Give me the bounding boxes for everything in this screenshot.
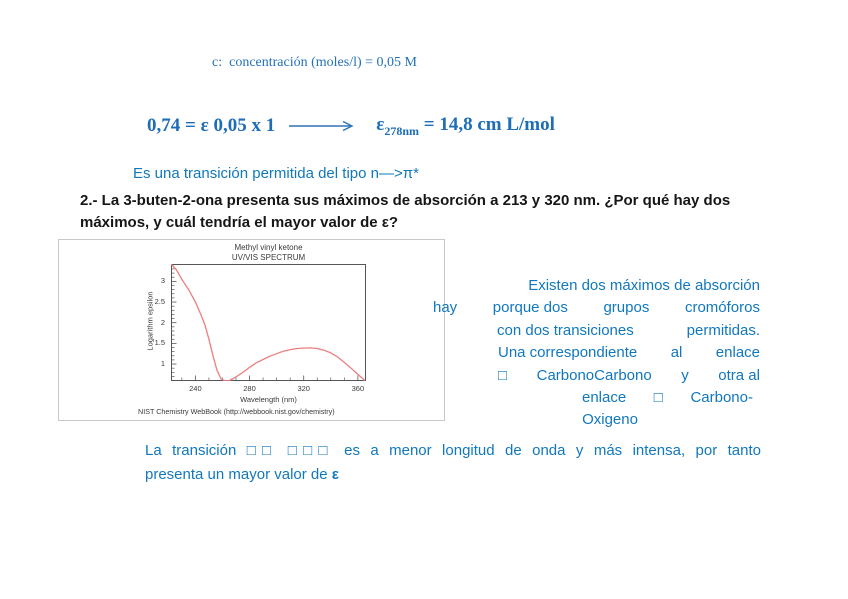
formula-epsilon: ε — [376, 114, 385, 135]
formula-left: 0,74 = ε 0,05 x 1 — [147, 115, 276, 137]
answer-word-group: hay — [433, 299, 458, 317]
x-tick-label: 360 — [351, 384, 365, 393]
formula-row — [147, 114, 555, 139]
figure-subtitle: UV/VIS SPECTRUM — [231, 253, 306, 262]
answer-word-group: enlace — [582, 388, 627, 406]
answer-word-group: CarbonoCarbono — [536, 366, 652, 384]
answer-word-group: enlace — [715, 344, 760, 362]
answer-word-group: grupos — [603, 299, 650, 317]
formula-subscript: 278nm — [384, 123, 419, 138]
spectrum-figure — [58, 239, 445, 421]
answer-word-group: con dos transiciones — [497, 321, 634, 339]
y-tick-label: 3 — [160, 276, 165, 286]
formula-result — [376, 114, 555, 139]
answer-word-group: Una correspondiente — [498, 344, 638, 362]
question-2 — [80, 190, 780, 234]
y-tick-label: 2.5 — [154, 297, 165, 307]
conclusion-line-2-text: presenta un mayor valor de — [145, 465, 332, 483]
answer-line: Oxigeno — [582, 411, 638, 429]
spectrum-plot — [171, 264, 366, 381]
y-tick-label: 1.5 — [154, 338, 165, 348]
x-tick-label: 320 — [297, 384, 310, 393]
answer-line: Existen dos máximos de absorción — [528, 277, 760, 294]
formula-result-rest: = 14,8 cm L/mol — [419, 114, 555, 135]
missing-glyph-box: □ — [498, 366, 508, 384]
answer-word-group: y — [681, 366, 689, 384]
concentration-line: c: concentración (moles/l) = 0,05 M — [212, 55, 418, 70]
figure-source-caption: NIST Chemistry WebBook (http://webbook.nist.gov/chemistry) — [138, 407, 335, 416]
conclusion-line-1: La transición □□ □□□ es a menor longitud de onda y más intensa, por tanto — [145, 442, 761, 459]
figure-title: Methyl vinyl ketone — [234, 243, 303, 252]
y-axis-label: Logarithm epsilon — [145, 291, 155, 351]
conclusion-paragraph — [145, 439, 761, 486]
answer-line — [410, 389, 760, 411]
answer-word-group: porque dos — [492, 299, 568, 317]
conclusion-line-2 — [145, 463, 761, 487]
answer-line — [410, 344, 760, 366]
question-line-1: 2.- La 3-buten-2-ona presenta sus máximos de absorción a 213 y 320 nm. ¿Por qué hay dos — [80, 192, 731, 209]
answer-word-group: Carbono- — [690, 388, 753, 406]
answer-paragraph — [410, 277, 760, 434]
transition-statement: Es una transición permitida del tipo n—>π* — [133, 165, 419, 182]
y-tick-label: 2 — [160, 317, 165, 327]
question-line-2: máximos, y cuál tendría el mayor valor de ε? — [80, 214, 399, 231]
answer-line — [410, 367, 760, 389]
x-tick-label: 280 — [243, 384, 256, 393]
answer-line — [410, 299, 760, 321]
answer-word-group: otra al — [718, 366, 760, 384]
answer-word-group: al — [670, 344, 683, 362]
right-arrow-icon — [288, 120, 354, 132]
missing-glyph-box: □ — [653, 388, 663, 406]
y-tick-label: 1 — [160, 359, 165, 369]
answer-word-group: cromóforos — [684, 299, 760, 317]
x-axis-label: Wavelength (nm) — [240, 395, 297, 404]
answer-line — [410, 322, 760, 344]
epsilon-symbol: ε — [331, 465, 339, 483]
x-tick-label: 240 — [189, 384, 202, 393]
answer-word-group: permitidas. — [686, 321, 760, 339]
